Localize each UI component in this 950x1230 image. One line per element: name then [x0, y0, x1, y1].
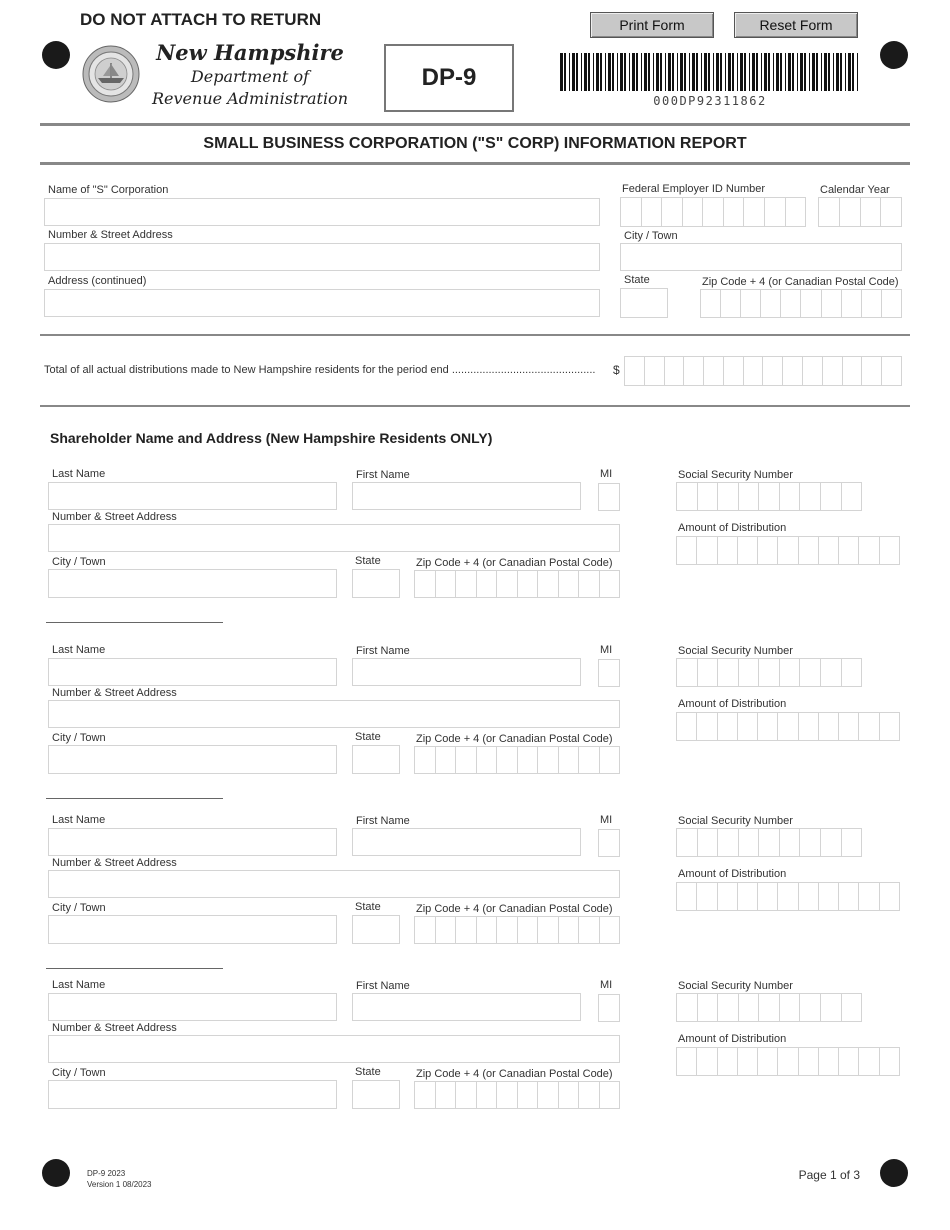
barcode-bar	[824, 53, 827, 91]
barcode-bar	[773, 53, 774, 91]
barcode-bar	[576, 53, 578, 91]
footer-info	[87, 1168, 152, 1190]
state-label: State	[355, 731, 381, 743]
last-name-label: Last Name	[52, 644, 106, 656]
currency-symbol: $	[613, 363, 620, 377]
barcode-bar	[569, 53, 570, 91]
barcode-bar	[840, 53, 842, 91]
mi-label: MI	[600, 814, 613, 826]
barcode-bar	[689, 53, 690, 91]
barcode-bar	[749, 53, 750, 91]
barcode-bar	[788, 53, 791, 91]
barcode-bar	[560, 53, 563, 91]
state-input[interactable]	[352, 915, 400, 944]
barcode-bar	[708, 53, 710, 91]
corp-zip-label: Zip Code + 4 (or Canadian Postal Code)	[702, 276, 899, 288]
mi-input[interactable]	[598, 829, 620, 857]
city-label: City / Town	[52, 1067, 106, 1079]
barcode-bar	[816, 53, 818, 91]
divider	[40, 123, 910, 126]
ssn-input[interactable]	[676, 658, 862, 687]
barcode-bar	[668, 53, 671, 91]
first-name-label: First Name	[356, 815, 410, 827]
street-label: Number & Street Address	[52, 1022, 177, 1034]
ssn-input[interactable]	[676, 828, 862, 857]
barcode-number: 000DP92311862	[653, 94, 767, 108]
registration-mark-icon	[42, 41, 70, 69]
city-label: City / Town	[52, 902, 106, 914]
street-input[interactable]	[48, 700, 620, 728]
barcode-bar	[684, 53, 686, 91]
last-name-label: Last Name	[52, 979, 106, 991]
state-seal-icon	[82, 45, 140, 103]
amount-input[interactable]	[676, 536, 900, 565]
barcode-bar	[656, 53, 659, 91]
registration-mark-icon	[880, 41, 908, 69]
barcode-bar	[564, 53, 566, 91]
street-input[interactable]	[48, 870, 620, 898]
city-input[interactable]	[48, 745, 337, 774]
barcode-bar	[725, 53, 726, 91]
registration-mark-icon	[42, 1159, 70, 1187]
barcode-bar	[644, 53, 647, 91]
barcode-bar	[581, 53, 582, 91]
first-name-input[interactable]	[352, 482, 581, 510]
first-name-label: First Name	[356, 980, 410, 992]
barcode-bar	[588, 53, 590, 91]
barcode-bar	[728, 53, 731, 91]
zip-label: Zip Code + 4 (or Canadian Postal Code)	[416, 903, 613, 915]
corp-city-input[interactable]	[620, 243, 902, 271]
first-name-label: First Name	[356, 645, 410, 657]
barcode-bar	[605, 53, 606, 91]
first-name-input[interactable]	[352, 658, 581, 686]
corp-street-label: Number & Street Address	[48, 229, 173, 241]
reset-form-button[interactable]: Reset Form	[734, 12, 858, 38]
corp-zip-input[interactable]	[700, 289, 902, 318]
barcode-bar	[752, 53, 755, 91]
registration-mark-icon	[880, 1159, 908, 1187]
ssn-label: Social Security Number	[678, 645, 793, 657]
ssn-input[interactable]	[676, 482, 862, 511]
state-label: State	[355, 901, 381, 913]
last-name-label: Last Name	[52, 814, 106, 826]
print-form-button[interactable]: Print Form	[590, 12, 714, 38]
last-name-input[interactable]	[48, 482, 337, 510]
barcode-bar	[792, 53, 794, 91]
corp-name-input[interactable]	[44, 198, 600, 226]
corp-name-label: Name of "S" Corporation	[48, 184, 169, 196]
mi-input[interactable]	[598, 994, 620, 1022]
street-label: Number & Street Address	[52, 857, 177, 869]
zip-input[interactable]	[414, 916, 620, 944]
city-label: City / Town	[52, 732, 106, 744]
first-name-input[interactable]	[352, 993, 581, 1021]
amount-label: Amount of Distribution	[678, 698, 787, 710]
corp-state-input[interactable]	[620, 288, 668, 318]
street-input[interactable]	[48, 1035, 620, 1063]
barcode-bar	[593, 53, 594, 91]
calendar-year-input[interactable]	[818, 197, 902, 227]
barcode-bar	[804, 53, 806, 91]
barcode-bar	[680, 53, 683, 91]
barcode-bar	[785, 53, 786, 91]
barcode-bar	[696, 53, 698, 91]
amount-input[interactable]	[676, 712, 900, 741]
corp-address2-label: Address (continued)	[48, 275, 147, 287]
amount-label: Amount of Distribution	[678, 522, 787, 534]
state-input[interactable]	[352, 745, 400, 774]
barcode-bar	[744, 53, 746, 91]
zip-input[interactable]	[414, 570, 620, 598]
corp-street-input[interactable]	[44, 243, 600, 271]
corp-state-label: State	[624, 274, 650, 286]
barcode-bar	[608, 53, 611, 91]
amount-input[interactable]	[676, 882, 900, 911]
barcode-bar	[641, 53, 642, 91]
barcode-bar	[612, 53, 614, 91]
dept-line-2: Revenue Administration	[151, 89, 348, 108]
mi-label: MI	[600, 644, 613, 656]
state-label: State	[355, 1066, 381, 1078]
barcode-bar	[768, 53, 770, 91]
city-input[interactable]	[48, 569, 337, 598]
mi-label: MI	[600, 468, 613, 480]
divider	[40, 405, 910, 407]
barcode-bar	[600, 53, 602, 91]
barcode-bar	[809, 53, 810, 91]
barcode-bar	[828, 53, 830, 91]
barcode-bar	[704, 53, 707, 91]
barcode-bar	[756, 53, 758, 91]
amount-label: Amount of Distribution	[678, 1033, 787, 1045]
city-input[interactable]	[48, 915, 337, 944]
state-input[interactable]	[352, 569, 400, 598]
barcode-bar	[720, 53, 722, 91]
divider	[40, 334, 910, 336]
form-title: SMALL BUSINESS CORPORATION ("S" CORP) INFORMATION REPORT	[203, 135, 747, 152]
amount-input[interactable]	[676, 1047, 900, 1076]
barcode-bar	[852, 53, 854, 91]
barcode-bar	[812, 53, 815, 91]
street-input[interactable]	[48, 524, 620, 552]
barcode-bar	[713, 53, 714, 91]
barcode-bar	[857, 53, 858, 91]
form-id-box	[384, 44, 514, 112]
state-label: State	[355, 555, 381, 567]
street-label: Number & Street Address	[52, 687, 177, 699]
barcode-icon	[558, 53, 862, 91]
city-label: City / Town	[52, 556, 106, 568]
barcode-bar	[761, 53, 762, 91]
fein-input[interactable]	[620, 197, 806, 227]
barcode-bar	[617, 53, 618, 91]
corp-city-label: City / Town	[624, 230, 678, 242]
barcode-bar	[624, 53, 626, 91]
barcode-bar	[737, 53, 738, 91]
barcode-bar	[596, 53, 599, 91]
zip-label: Zip Code + 4 (or Canadian Postal Code)	[416, 557, 613, 569]
do-not-attach-notice: DO NOT ATTACH TO RETURN	[80, 10, 322, 29]
barcode-bar	[740, 53, 743, 91]
barcode-bar	[632, 53, 635, 91]
barcode-bar	[672, 53, 674, 91]
footer-version: Version 1 08/2023	[87, 1180, 152, 1189]
ssn-label: Social Security Number	[678, 815, 793, 827]
barcode-bar	[776, 53, 779, 91]
barcode-bar	[836, 53, 839, 91]
separator-line	[46, 968, 223, 969]
last-name-input[interactable]	[48, 828, 337, 856]
barcode-bar	[620, 53, 623, 91]
page-number: Page 1 of 3	[798, 1168, 860, 1182]
zip-input[interactable]	[414, 746, 620, 774]
barcode-bar	[572, 53, 575, 91]
barcode-bar	[780, 53, 782, 91]
barcode-bar	[653, 53, 654, 91]
zip-label: Zip Code + 4 (or Canadian Postal Code)	[416, 1068, 613, 1080]
barcode-bar	[732, 53, 734, 91]
barcode-bar	[665, 53, 666, 91]
corp-address2-input[interactable]	[44, 289, 600, 317]
mi-input[interactable]	[598, 483, 620, 511]
mi-input[interactable]	[598, 659, 620, 687]
amount-label: Amount of Distribution	[678, 868, 787, 880]
last-name-input[interactable]	[48, 993, 337, 1021]
agency-name	[148, 40, 352, 110]
barcode-bar	[660, 53, 662, 91]
ssn-label: Social Security Number	[678, 980, 793, 992]
total-distribution-input[interactable]	[624, 356, 902, 386]
barcode-bar	[584, 53, 587, 91]
barcode-bar	[833, 53, 834, 91]
barcode-bar	[764, 53, 767, 91]
state-name: New Hampshire	[156, 40, 344, 65]
form-id: DP-9	[421, 64, 477, 91]
last-name-input[interactable]	[48, 658, 337, 686]
ssn-input[interactable]	[676, 993, 862, 1022]
mi-label: MI	[600, 979, 613, 991]
barcode-bar	[797, 53, 798, 91]
footer-form-year: DP-9 2023	[87, 1169, 126, 1178]
last-name-label: Last Name	[52, 468, 106, 480]
calendar-year-label: Calendar Year	[820, 184, 890, 196]
zip-input[interactable]	[414, 1081, 620, 1109]
zip-label: Zip Code + 4 (or Canadian Postal Code)	[416, 733, 613, 745]
state-input[interactable]	[352, 1080, 400, 1109]
barcode-bar	[800, 53, 803, 91]
shareholders-heading: Shareholder Name and Address (New Hampshire Residents ONLY)	[50, 430, 493, 446]
total-distribution-label: Total of all actual distributions made to New Hampshire residents for the period end ...............................................	[44, 364, 596, 376]
barcode-bar	[692, 53, 695, 91]
barcode-bar	[848, 53, 851, 91]
ssn-label: Social Security Number	[678, 469, 793, 481]
barcode-bar	[845, 53, 846, 91]
city-input[interactable]	[48, 1080, 337, 1109]
barcode-bar	[821, 53, 822, 91]
divider	[40, 162, 910, 165]
barcode	[558, 53, 862, 91]
first-name-label: First Name	[356, 469, 410, 481]
street-label: Number & Street Address	[52, 511, 177, 523]
barcode-bar	[716, 53, 719, 91]
fein-label: Federal Employer ID Number	[622, 183, 766, 195]
dept-line-1: Department of	[190, 67, 310, 86]
barcode-bar	[677, 53, 678, 91]
separator-line	[46, 798, 223, 799]
barcode-bar	[701, 53, 702, 91]
barcode-bar	[629, 53, 630, 91]
first-name-input[interactable]	[352, 828, 581, 856]
barcode-bar	[636, 53, 638, 91]
barcode-bar	[648, 53, 650, 91]
separator-line	[46, 622, 223, 623]
